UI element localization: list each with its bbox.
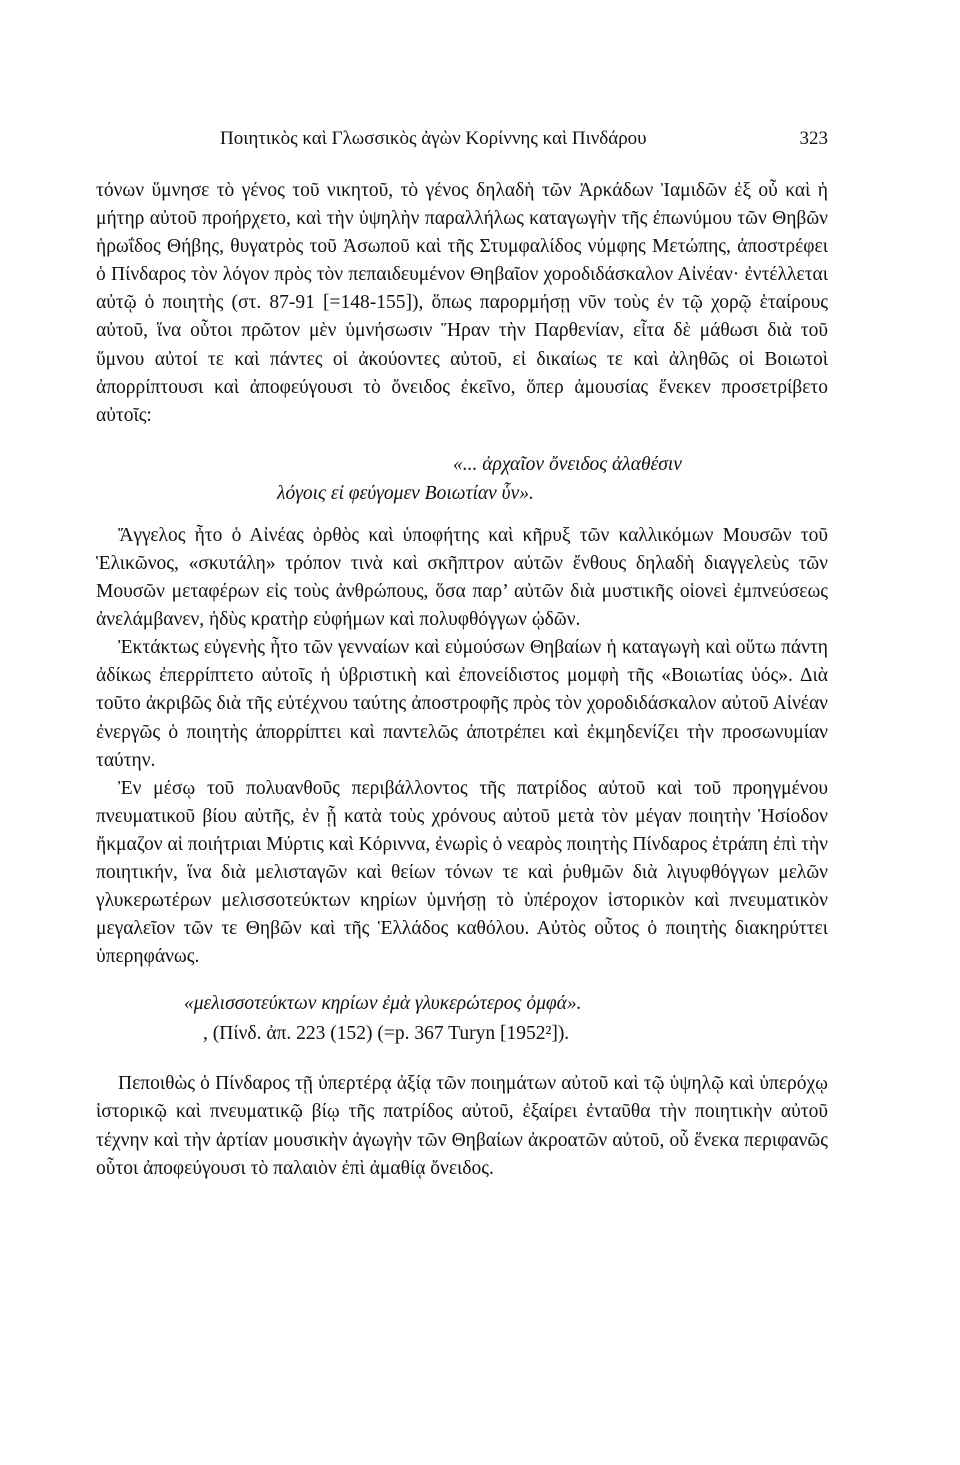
paragraph-4: Ἐν μέσῳ τοῦ πολυανθοῦς περιβάλλοντος τῆς πατρίδος αὐτοῦ καὶ τοῦ προηγμένου πνευματικοῦ βίου αὐτῆς, ἐν ᾗ κατὰ τοὺς χρόνους αὐτοῦ μετὰ τὸν μέγαν ποιητὴν Ἡσίοδον ἤκμαζον αἱ ποιήτριαι Μύρτις καὶ Κόριννα, ἐνωρὶς ὁ νεαρὸς ποιητὴς Πίνδαρος ἐτράπη ἐπὶ τὴν ποιητικήν, ἵνα διὰ μελισταγῶν καὶ θείων τόνων τε καὶ ῥυθμῶν διὰ λιγυφθόγγων μελῶν γλυκερωτέρων μελισσοτεύκτων κηρίων ὑμνήσῃ τὸ ὑπέροχον ἱστορικὸν καὶ πνευματικὸν μεγαλεῖον τῶν τε Θηβῶν καὶ τῆς Ἑλλάδος καθόλου. Αὐτὸς οὗτος ὁ ποιητὴς διακηρύττει ὑπερηφάνως. [96, 777, 828, 968]
paragraph-5: Πεποιθὼς ὁ Πίνδαρος τῇ ὑπερτέρᾳ ἀξίᾳ τῶν ποιημάτων αὐτοῦ καὶ τῷ ὑψηλῷ καὶ ὑπερόχῳ ἱστορικῷ καὶ πνευματικῷ βίῳ τῆς πατρίδος αὐτοῦ, ἐξαίρει ἐνταῦθα τὴν ποιητικὴν αὐτοῦ τέχνην καὶ τὴν ἀρτίαν μουσικὴν ἀγωγὴν τῶν Θηβαίων ἀκροατῶν αὐτοῦ, οὗ ἕνεκα περιφανῶς οὗτοι ἀποφεύγουσι τὸ παλαιὸν ἐπὶ ἀμαθίᾳ ὄνειδος. [96, 1073, 828, 1179]
fragment-citation: , (Πίνδ. ἀπ. 223 (152) (=p. 367 Turyn [1952²]). [203, 1023, 570, 1045]
verse-quote-1-line-2: λόγοις εἰ φεύγομεν Βοιωτίαν ὗν». [277, 482, 534, 504]
running-header [96, 128, 828, 152]
paragraph-1: τόνων ὕμνησε τὸ γένος τοῦ νικητοῦ, τὸ γένος δηλαδὴ τῶν Ἀρκάδων Ἰαμιδῶν ἐξ οὗ καὶ ἡ μήτηρ αὐτοῦ προήρχετο, καὶ τὴν ὑψηλὴν παραλλήλως καταγωγὴν τῆς ἐπωνύμου τῶν Θηβῶν ἡρωΐδος Θήβης, θυγατρὸς τοῦ Ἀσωποῦ καὶ τῆς Στυμφαλίδος νύμφης Μετώπης, ἀποστρέφει ὁ Πίνδαρος τὸν λόγον πρὸς τὸν πεπαιδευμένον Θηβαῖον χοροδιδάσκαλον Αἰνέαν· ἐντέλλεται αὐτῷ ὁ ποιητὴς (στ. 87-91 [=148-155]), ὅπως παρορμήσῃ νῦν τοὺς ἐν τῷ χορῷ ἑταίρους αὐτοῦ, ἵνα οὗτοι πρῶτον μὲν ὑμνήσωσιν Ἥραν τὴν Παρθενίαν, εἶτα δὲ μάθωσι διὰ τοῦ ὕμνου αὐτοί τε καὶ πάντες οἱ ἀκούοντες αὐτοῦ, εἰ δικαίως τε καὶ ἀληθῶς οἱ Βοιωτοὶ ἀπορρίπτουσι καὶ ἀποφεύγουσι τὸ ὄνειδος ἐκεῖνο, ὅπερ ἀμουσίας ἕνεκεν προσετρίβετο αὐτοῖς: [96, 180, 828, 426]
verse-quote-1-line-1: «... ἀρχαῖον ὄνειδος ἀλαθέσιν [453, 453, 682, 475]
paragraph-3: Ἐκτάκτως εὐγενὴς ἦτο τῶν γενναίων καὶ εὐμούσων Θηβαίων ἡ καταγωγὴ καὶ οὕτω πάντη ἀδίκως ἐπερρίπτετο αὐτοῖς ἡ ὑβριστικὴ καὶ ἐπονείδιστος μομφὴ τῆς «Βοιωτίας ὑός». Διὰ τοῦτο ἀκριβῶς διὰ τῆς εὐτέχνου ταύτης ἀποστροφῆς πρὸς τὸν χοροδιδάσκαλον αὐτοῦ Αἰνέαν ἐνεργῶς ὁ ποιητὴς ἀπορρίπτει καὶ παντελῶς ἀποτρέπει καὶ ἐκμηδενίζει τὴν προσωνυμίαν ταύτην. [96, 637, 828, 771]
verse-quote-2-line: «μελισσοτεύκτων κηρίων ἐμὰ γλυκερώτερος ὀμφά». [184, 993, 582, 1015]
verse-quote-2 [96, 989, 828, 1018]
paragraph-2: Ἄγγελος ἦτο ὁ Αἰνέας ὀρθὸς καὶ ὑποφήτης καὶ κῆρυξ τῶν καλλικόμων Μουσῶν τοῦ Ἑλικῶνος, «σκυτάλη» τρόπον τινὰ καὶ σκῆπτρον αὐτῶν ἔνθους δηλαδὴ διαγγελεὺς τῶν Μουσῶν μεταφέρων εἰς τοὺς ἀνθρώπους, ὅσα παρ’ αὐτῶν διὰ μυστικῆς οἱονεὶ ἐμπνεύσεως ἀνελάμβανεν, ἡδὺς κρατὴρ εὐφήμων καὶ πολυφθόγγων ᾠδῶν. [96, 524, 828, 631]
running-title: Ποιητικὸς καὶ Γλωσσικὸς ἀγὼν Κορίννης καὶ Πινδάρου [220, 128, 647, 149]
page-number: 323 [799, 128, 828, 149]
verse-quote-1 [96, 450, 828, 508]
main-text [96, 177, 828, 1183]
